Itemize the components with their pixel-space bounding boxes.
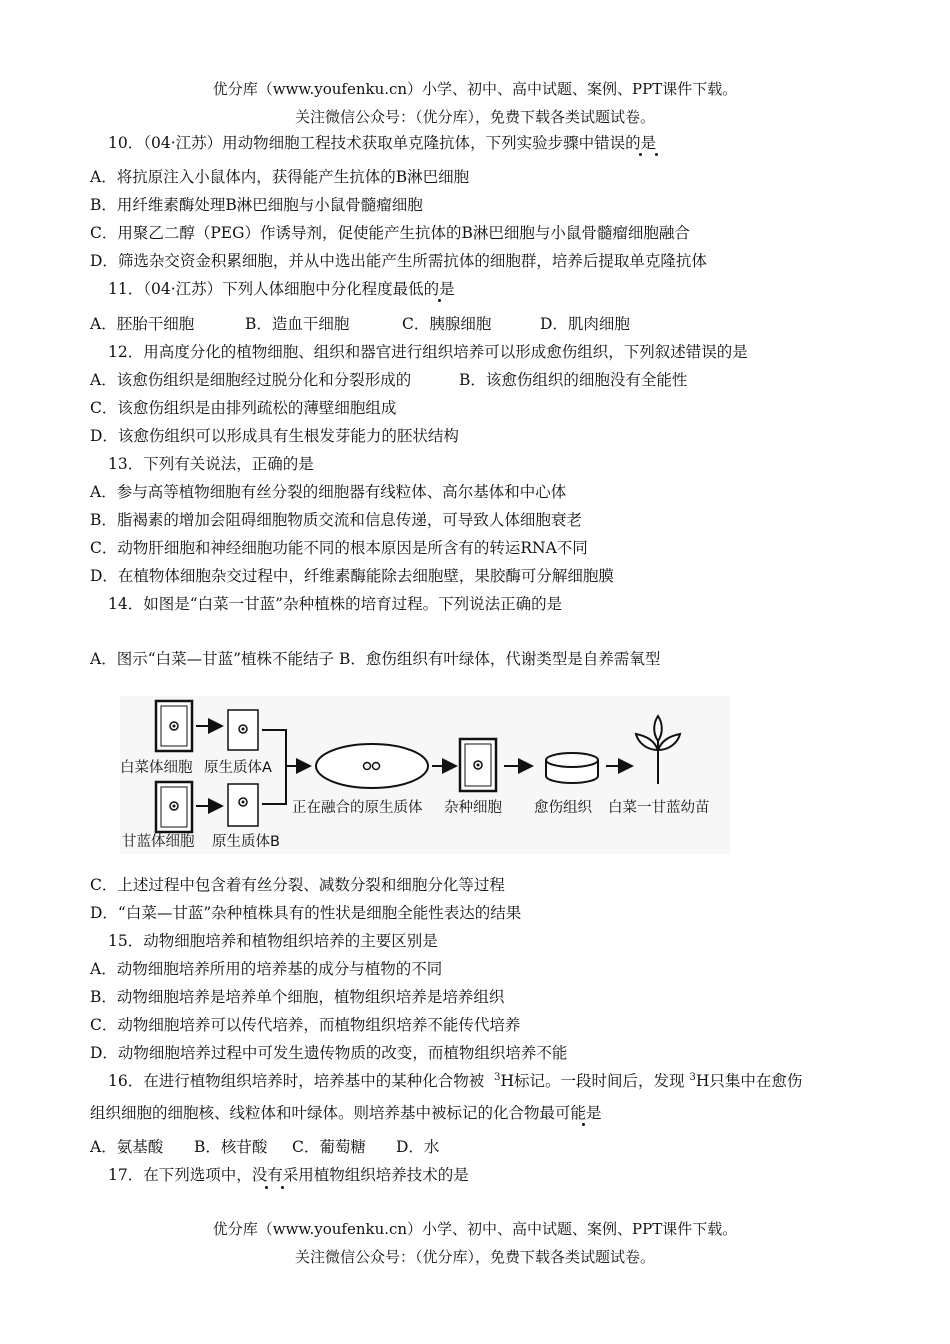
question-12-option-d: D．该愈伤组织可以形成具有生根发芽能力的胚状结构 bbox=[90, 427, 459, 445]
question-16-option-b: B．核苷酸 bbox=[194, 1138, 268, 1156]
footer-line-1: 优分库（www.youfenku.cn）小学、初中、高中试题、案例、PPT课件下载。 bbox=[212, 1220, 738, 1238]
question-16-stem: 16．在进行植物组织培养时，培养基中的某种化合物被 $^3$H标记。一段时间后，发现 $^3$H只集中在愈伤 bbox=[108, 1071, 803, 1090]
label-protoplast-b: 原生质体B bbox=[212, 834, 280, 850]
question-16-stem-line-2: 组织细胞的细胞核、线粒体和叶绿体。则培养基中被标记的化合物最可能是 bbox=[90, 1104, 602, 1122]
emphasis-dot bbox=[281, 1186, 284, 1189]
question-11-option-d: D．肌肉细胞 bbox=[540, 315, 630, 333]
question-15-option-c: C．动物细胞培养可以传代培养，而植物组织培养不能传代培养 bbox=[90, 1016, 521, 1034]
label-callus: 愈伤组织 bbox=[534, 800, 592, 816]
emphasis-dot bbox=[582, 1123, 585, 1126]
cabbage-cell-icon bbox=[156, 701, 192, 751]
emphasis-dot bbox=[265, 1186, 268, 1189]
question-10-option-d: D．筛选杂交资金积累细胞，并从中选出能产生所需抗体的细胞群，培养后提取单克隆抗体 bbox=[90, 252, 707, 270]
question-13-option-a: A．参与高等植物细胞有丝分裂的细胞器有线粒体、高尔基体和中心体 bbox=[90, 483, 567, 501]
hybrid-plant-diagram bbox=[120, 696, 730, 854]
question-15-option-d: D．动物细胞培养过程中可发生遗传物质的改变，而植物组织培养不能 bbox=[90, 1044, 568, 1062]
question-10-option-b: B．用纤维素酶处理B淋巴细胞与小鼠骨髓瘤细胞 bbox=[90, 196, 423, 214]
question-11-option-c: C．胰腺细胞 bbox=[402, 315, 492, 333]
question-16-option-a: A．氨基酸 bbox=[90, 1138, 164, 1156]
header-line-2: 关注微信公众号：（优分库），免费下载各类试题试卷。 bbox=[294, 108, 655, 126]
question-15-stem: 15．动物细胞培养和植物组织培养的主要区别是 bbox=[108, 932, 438, 950]
question-13-option-b: B．脂褐素的增加会阻碍细胞物质交流和信息传递，可导致人体细胞衰老 bbox=[90, 511, 582, 529]
emphasis-dot bbox=[438, 299, 441, 302]
protoplast-b-icon bbox=[228, 784, 258, 826]
question-12-option-b: B．该愈伤组织的细胞没有全能性 bbox=[459, 371, 688, 389]
question-15-option-b: B．动物细胞培养是培养单个细胞，植物组织培养是培养组织 bbox=[90, 988, 505, 1006]
question-12-option-c: C．该愈伤组织是由排列疏松的薄壁细胞组成 bbox=[90, 399, 397, 417]
label-protoplast-a: 原生质体A bbox=[204, 760, 272, 776]
question-14-option-ab: A．图示“白菜—甘蓝”植株不能结子 B．愈伤组织有叶绿体，代谢类型是自养需氧型 bbox=[90, 650, 661, 668]
question-11-stem: 11．（04·江苏）下列人体细胞中分化程度最低的是 bbox=[108, 280, 455, 298]
question-10-option-a: A．将抗原注入小鼠体内，获得能产生抗体的B淋巴细胞 bbox=[90, 168, 470, 186]
label-hybrid-cell: 杂种细胞 bbox=[444, 800, 502, 816]
question-11-option-b: B．造血干细胞 bbox=[245, 315, 350, 333]
question-15-option-a: A．动物细胞培养所用的培养基的成分与植物的不同 bbox=[90, 960, 443, 978]
label-cabbage-cell: 白菜体细胞 bbox=[120, 760, 193, 776]
question-13-option-c: C．动物肝细胞和神经细胞功能不同的根本原因是所含有的转运RNA不同 bbox=[90, 539, 588, 557]
emphasis-dot bbox=[655, 153, 658, 156]
question-14-stem: 14．如图是“白菜一甘蓝”杂种植株的培育过程。下列说法正确的是 bbox=[108, 595, 563, 613]
question-13-stem: 13．下列有关说法，正确的是 bbox=[108, 455, 314, 473]
question-16-option-c: C．葡萄糖 bbox=[292, 1138, 366, 1156]
question-14-option-d: D．“白菜—甘蓝”杂种植株具有的性状是细胞全能性表达的结果 bbox=[90, 904, 522, 922]
question-13-option-d: D．在植物体细胞杂交过程中，纤维素酶能除去细胞壁，果胶酶可分解细胞膜 bbox=[90, 567, 614, 585]
header-line-1: 优分库（www.youfenku.cn）小学、初中、高中试题、案例、PPT课件下载。 bbox=[212, 80, 738, 98]
label-seedling: 白菜一甘蓝幼苗 bbox=[608, 800, 710, 816]
question-10-stem: 10．（04·江苏）用动物细胞工程技术获取单克隆抗体，下列实验步骤中错误的是 bbox=[108, 134, 657, 152]
label-kale-cell: 甘蓝体细胞 bbox=[122, 834, 195, 850]
question-11-option-a: A．胚胎干细胞 bbox=[90, 315, 195, 333]
question-17-stem: 17．在下列选项中，没有采用植物组织培养技术的是 bbox=[108, 1166, 469, 1184]
kale-cell-icon bbox=[156, 782, 192, 832]
callus-icon bbox=[546, 753, 598, 783]
question-14-option-c: C．上述过程中包含着有丝分裂、减数分裂和细胞分化等过程 bbox=[90, 876, 505, 894]
fusing-protoplasts-icon bbox=[316, 744, 428, 788]
hybrid-cell-icon bbox=[460, 739, 496, 791]
question-10-option-c: C．用聚乙二醇（PEG）作诱导剂，促使能产生抗体的B淋巴细胞与小鼠骨髓瘤细胞融合 bbox=[90, 224, 690, 242]
question-12-stem: 12．用高度分化的植物细胞、组织和器官进行组织培养可以形成愈伤组织，下列叙述错误的是 bbox=[108, 343, 748, 361]
footer-line-2: 关注微信公众号：（优分库），免费下载各类试题试卷。 bbox=[294, 1248, 655, 1266]
question-12-option-a: A．该愈伤组织是细胞经过脱分化和分裂形成的 bbox=[90, 371, 412, 389]
question-16-option-d: D．水 bbox=[396, 1138, 440, 1156]
label-fusing-protoplasts: 正在融合的原生质体 bbox=[292, 800, 423, 816]
protoplast-a-icon bbox=[228, 710, 258, 750]
emphasis-dot bbox=[639, 153, 642, 156]
